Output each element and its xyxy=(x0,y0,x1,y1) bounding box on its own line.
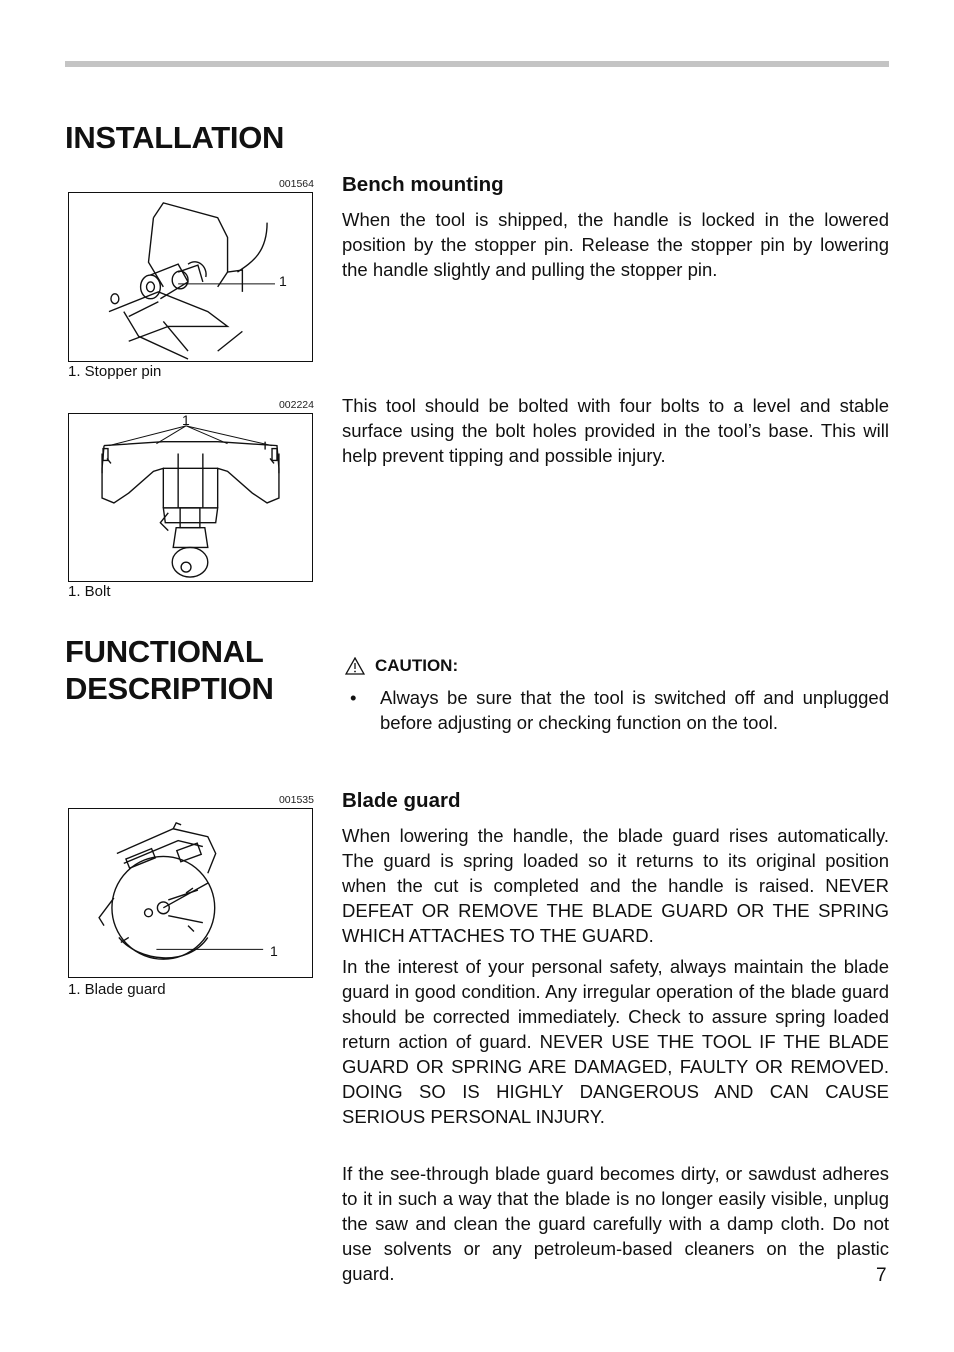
bench-paragraph-1: When the tool is shipped, the handle is locked in the lowered position by the stopper pin. Release the stopper pin by lowering the handle slightly and pulling the stopper pin. xyxy=(342,209,889,280)
top-rule xyxy=(65,61,889,67)
bench-mounting-heading: Bench mounting xyxy=(342,173,504,196)
blade-guard-paragraph-2: In the interest of your personal safety, always maintain the blade guard in good condition. Any irregular operation of the blade guard should be corrected immediately. Check to assure spring loaded return action of guard. NEVER USE THE TOOL IF THE BLADE GUARD OR SPRING ARE DAMAGED, FAULTY OR REMOVED. DOING SO IS HIGHLY DANGEROUS AND CAN CAUSE SERIOUS PERSONAL INJURY. xyxy=(342,956,889,1127)
figure-code: 002224 xyxy=(278,399,314,411)
caution-text: CAUTION: xyxy=(375,656,459,675)
bolt-illustration xyxy=(69,414,312,581)
stopper-pin-illustration xyxy=(69,193,312,361)
blade-guard-paragraph-1: When lowering the handle, the blade guard rises automatically. The guard is spring loaded so it returns to its original position when the cut is completed and the handle is raised. NEVER DEFEAT OR REMOVE THE BLADE GUARD OR THE SPRING WHICH ATTACHES TO THE GUARD. xyxy=(342,825,889,946)
bolt-figure xyxy=(68,413,313,582)
callout-number: 1 xyxy=(270,943,278,959)
caution-bullet-item xyxy=(350,685,889,735)
stopper-pin-figure xyxy=(68,192,313,362)
warning-triangle-icon xyxy=(345,657,365,675)
callout-number: 1 xyxy=(279,273,287,289)
figure-caption: 1. Bolt xyxy=(68,583,111,600)
heading-line-1: FUNCTIONAL xyxy=(65,634,264,669)
blade-guard-heading: Blade guard xyxy=(342,789,461,812)
caution-bullet-text: Always be sure that the tool is switched off and unplugged before adjusting or checking function on the tool. xyxy=(380,687,889,733)
callout-number: 1 xyxy=(182,412,190,428)
bullet-dot: • xyxy=(350,687,357,708)
caution-label xyxy=(345,656,458,676)
figure-code: 001535 xyxy=(278,794,314,806)
blade-guard-paragraph-3: If the see-through blade guard becomes dirty, or sawdust adheres to it in such a way that the blade is no longer easily visible, unplug the saw and clean the guard carefully with a damp cloth. Do not use solvents or any petroleum-based cleaners on the plastic guard. xyxy=(342,1163,889,1284)
installation-heading: INSTALLATION xyxy=(65,120,285,155)
functional-description-heading xyxy=(65,633,274,707)
page-number: 7 xyxy=(876,1265,887,1286)
figure-caption: 1. Blade guard xyxy=(68,981,166,998)
heading-line-2: DESCRIPTION xyxy=(65,671,274,706)
figure-caption: 1. Stopper pin xyxy=(68,363,162,380)
figure-code: 001564 xyxy=(278,178,314,190)
bench-paragraph-2: This tool should be bolted with four bolts to a level and stable surface using the bolt holes provided in the tool’s base. This will help prevent tipping and possible injury. xyxy=(342,395,889,466)
